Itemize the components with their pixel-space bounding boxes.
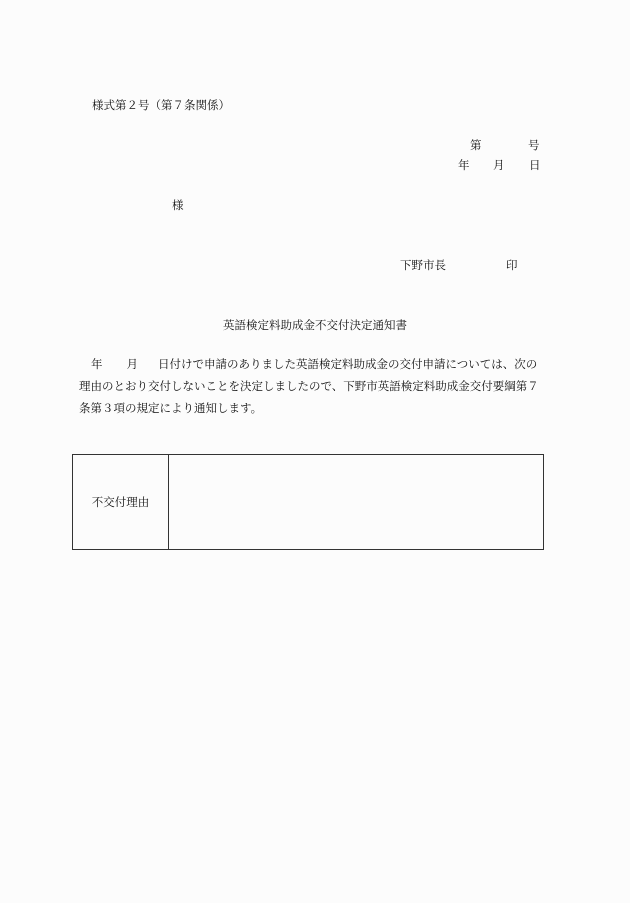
date-year-label: 年 xyxy=(458,158,470,172)
reason-label: 不交付理由 xyxy=(91,495,150,509)
body-year-label: 年 xyxy=(91,357,103,371)
body-month-label: 月 xyxy=(126,357,138,371)
seal-mark: 印 xyxy=(506,258,518,272)
reason-table xyxy=(72,454,544,550)
body-line-1 xyxy=(79,353,559,375)
document-number-suffix: 号 xyxy=(528,138,540,152)
document-number-prefix: 第 xyxy=(470,138,482,152)
body-paragraph xyxy=(79,353,559,419)
document-title: 英語検定料助成金不交付決定通知書 xyxy=(223,318,407,332)
body-line-3: 条第３項の規定により通知します。 xyxy=(79,401,263,415)
reason-value-cell xyxy=(169,455,543,549)
form-number: 様式第２号（第７条関係） xyxy=(92,98,230,112)
body-line-2: 理由のとおり交付しないことを決定しましたので、下野市英語検定料助成金交付要綱第７ xyxy=(79,379,539,393)
date-month-label: 月 xyxy=(493,158,505,172)
addressee-honorific: 様 xyxy=(172,198,184,212)
issuer-name: 下野市長 xyxy=(400,258,446,272)
reason-label-cell xyxy=(73,455,169,549)
body-line-1-text: 日付けで申請のありました英語検定料助成金の交付申請については、次の xyxy=(158,357,538,371)
date-day-label: 日 xyxy=(529,158,541,172)
